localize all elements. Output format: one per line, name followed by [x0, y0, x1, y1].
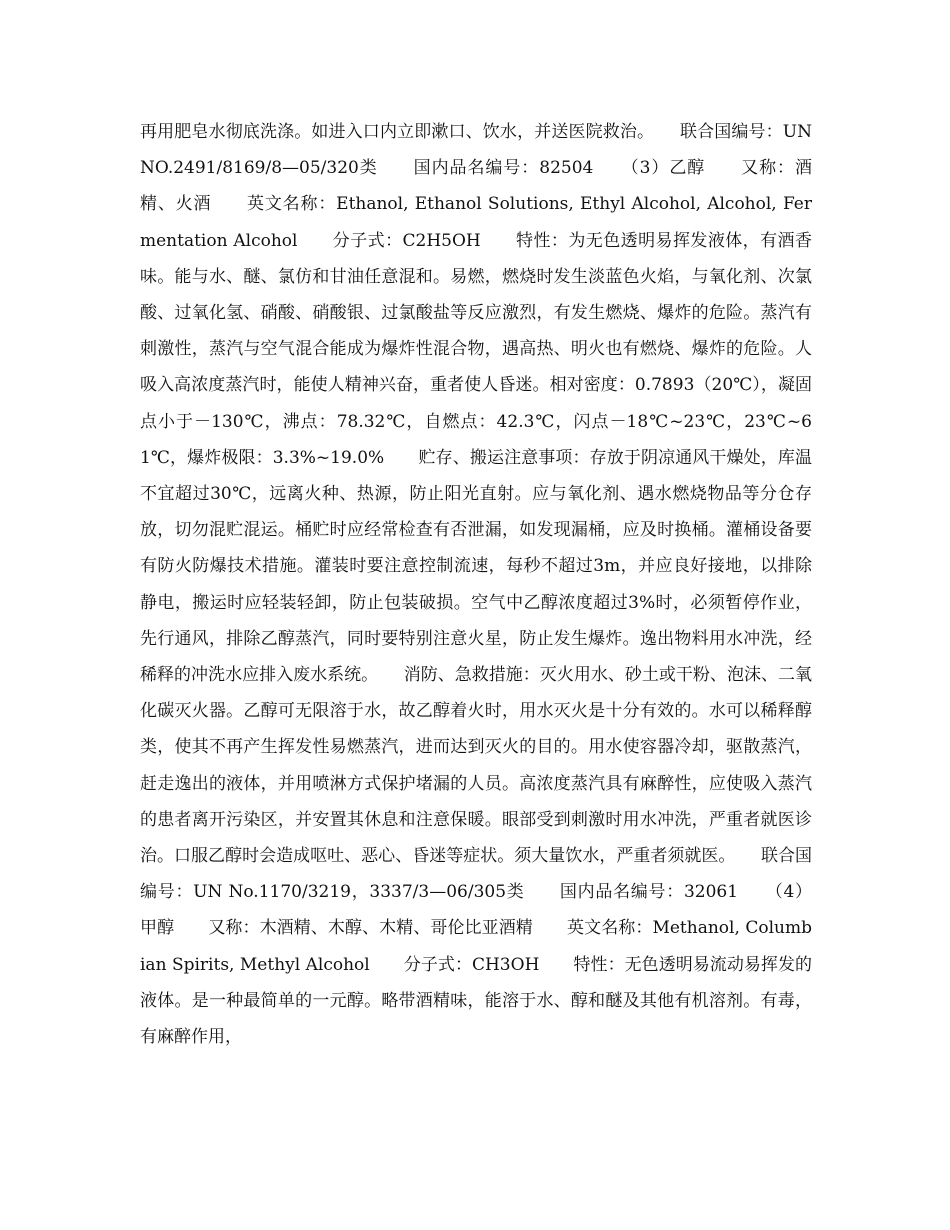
document-page — [140, 114, 818, 1114]
body-paragraph — [140, 114, 818, 1055]
paragraph-text: 再用肥皂水彻底洗涤。如进入口内立即漱口、饮水，并送医院救治。 联合国编号：UN NO.2491/8169/8—05/320类 国内品名编号：82504 （3）乙醇 又称：酒精、火酒 英文名称：Ethanol, Ethanol Solutions, Ethyl Alcohol, Alcohol, Fermentation Alcohol 分子式：C2H5OH 特性：为无色透明易挥发液体，有酒香味。能与水、醚、氯仿和甘油任意混和。易燃，燃烧时发生淡蓝色火焰，与氧化剂、次氯酸、过氧化氢、硝酸、硝酸银、过氯酸盐等反应激烈，有发生燃烧、爆炸的危险。蒸汽有刺激性，蒸汽与空气混合能成为爆炸性混合物，遇高热、明火也有燃烧、爆炸的危险。人吸入高浓度蒸汽时，能使人精神兴奋，重者使人昏迷。相对密度：0.7893（20℃），凝固点小于－130℃，沸点：78.32℃，自燃点：42.3℃，闪点－18℃~23℃，23℃~61℃，爆炸极限：3.3%~19.0% 贮存、搬运注意事项：存放于阴凉通风干燥处，库温不宜超过30℃，远离火种、热源，防止阳光直射。应与氧化剂、遇水燃烧物品等分仓存放，切勿混贮混运。桶贮时应经常检查有否泄漏，如发现漏桶，应及时换桶。灌桶设备要有防火防爆技术措施。灌装时要注意控制流速，每秒不超过3m，并应良好接地，以排除静电，搬运时应轻装轻卸，防止包装破损。空气中乙醇浓度超过3%时，必须暂停作业，先行通风，排除乙醇蒸汽，同时要特别注意火星，防止发生爆炸。逸出物料用水冲洗，经稀释的冲洗水应排入废水系统。 消防、急救措施：灭火用水、砂土或干粉、泡沫、二氧化碳灭火器。乙醇可无限溶于水，故乙醇着火时，用水灭火是十分有效的。水可以稀释醇类，使其不再产生挥发性易燃蒸汽，进而达到灭火的目的。用水使容器冷却，驱散蒸汽，赶走逸出的液体，并用喷淋方式保护堵漏的人员。高浓度蒸汽具有麻醉性，应使吸入蒸汽的患者离开污染区，并安置其休息和注意保暖。眼部受到刺激时用水冲洗，严重者就医诊治。口服乙醇时会造成呕吐、恶心、昏迷等症状。须大量饮水，严重者须就医。 联合国编号：UN No.1170/3219，3337/3—06/305类 国内品名编号：32061 （4）甲醇 又称：木酒精、木醇、木精、哥伦比亚酒精 英文名称：Methanol, Columbian Spirits, Methyl Alcohol 分子式：CH3OH 特性：无色透明易流动易挥发的液体。是一种最简单的一元醇。略带酒精味，能溶于水、醇和醚及其他有机溶剂。有毒，有麻醉作用， — [140, 122, 818, 1048]
